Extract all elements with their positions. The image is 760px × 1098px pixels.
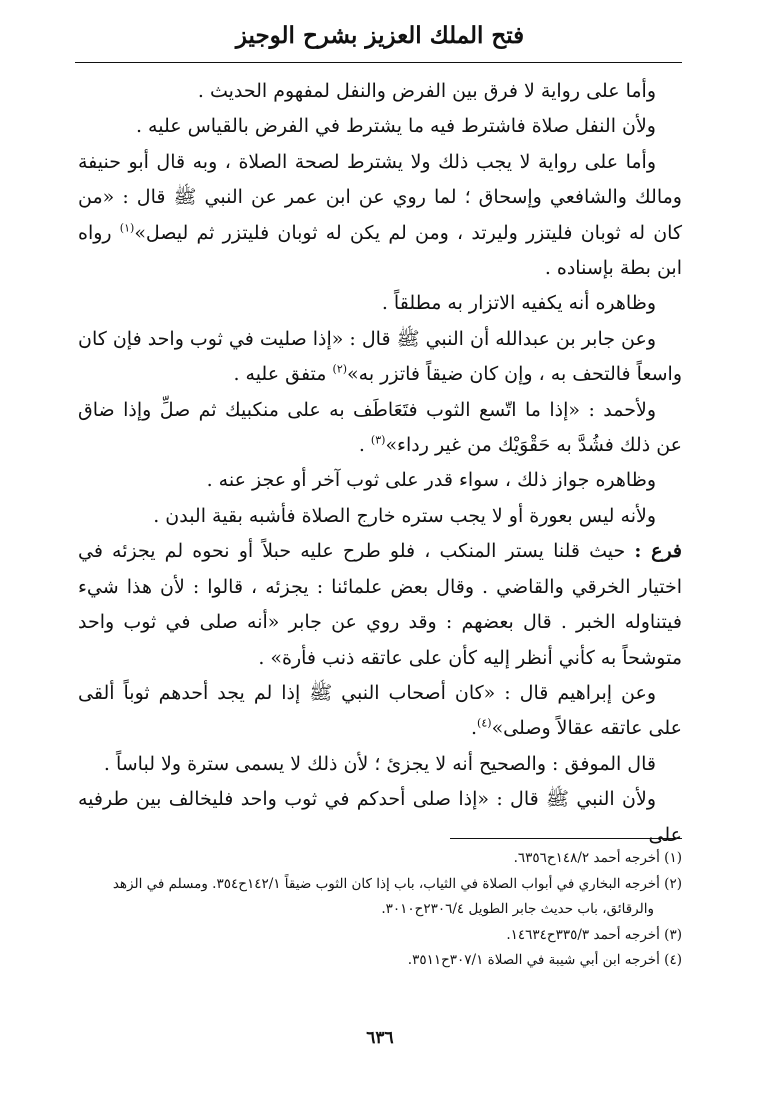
paragraph: وعن جابر بن عبدالله أن النبي ﷺ قال : «إذا صليت في ثوب واحد فإن كان واسعاً فالتحف به ، وإن كان ضيقاً فاتزر به»$^{(٢)}$ متفق عليه .	[78, 327, 682, 386]
paragraph: ولأحمد : «إذا ما اتّسع الثوب فتَعَاطَف به على منكبيك ثم صلِّ وإذا ضاق عن ذلك فشُدَّ به حَقْوَيْك من غير رداء»$^{(٣)}$ .	[78, 398, 682, 457]
paragraph: وعن إبراهيم قال : «كان أصحاب النبي ﷺ إذا لم يجد أحدهم ثوباً ألقى على عاتقه عقالاً وصلى»$^{(٤)}$.	[78, 681, 682, 740]
paragraph: وظاهره جواز ذلك ، سواء قدر على ثوب آخر أو عجز عنه .	[206, 469, 656, 492]
footnote-line: والرقائق، باب حديث جابر الطويل ٢٣٠٦/٤ح٣٠١٠.	[381, 901, 654, 917]
paragraph: وأما على رواية لا فرق بين الفرض والنفل لمفهوم الحديث .	[197, 80, 656, 102]
footnote-ref: (٣)	[370, 433, 386, 447]
paragraph: ولأن النفل صلاة فاشترط فيه ما يشترط في الفرض بالقياس عليه .	[135, 115, 656, 138]
footnote-divider	[450, 838, 682, 839]
paragraph: قال الموفق : والصحيح أنه لا يجزئ ؛ لأن ذلك لا يسمى سترة ولا لباساً .	[103, 752, 656, 775]
main-text	[78, 74, 682, 853]
section-term: فرع :	[634, 540, 683, 563]
paragraph: فرع : حيث قلنا يستر المنكب ، فلو طرح عليه حبلاً أو نحوه لم يجزئه في اختيار الخرقي والقاضي . وقال بعض علمائنا : يجزئه ، قالوا : لأن هذا شيء فيتناوله الخبر . قال بعضهم : وقد روي عن جابر «أنه صلى في ثوب واحد متوشحاً به كأني أنظر إليه كأن على عاتقه ذنب فأرة» .	[78, 540, 683, 669]
footnote-line: (١) أخرجه أحمد ١٤٨/٢ح٦٣٥٦.	[513, 850, 682, 866]
running-header-title: فتح الملك العزيز بشرح الوجيز	[235, 22, 525, 49]
paragraph: وظاهره أنه يكفيه الاتزار به مطلقاً .	[381, 292, 656, 315]
paragraph: وأما على رواية لا يجب ذلك ولا يشترط لصحة الصلاة ، وبه قال أبو حنيفة ومالك والشافعي وإسحاق ؛ لما روي عن ابن عمر عن النبي ﷺ قال : «من كان له ثوبان فليتزر وليرتد ، ومن لم يكن له ثوبان فليتزر ثم ليصل»$^{(١)}$ رواه ابن بطة بإسناده .	[78, 150, 683, 280]
header-divider	[75, 62, 682, 63]
page-number: ٦٣٦	[366, 1028, 394, 1048]
paragraph: ولأن النبي ﷺ قال : «إذا صلى أحدكم في ثوب واحد فليخالف بين طرفيه على	[78, 788, 682, 846]
footnote-line: (٤) أخرجه ابن أبي شيبة في الصلاة ٣٠٧/١ح٣٥١١.	[407, 952, 682, 968]
footnote-ref: (٤)	[477, 716, 492, 730]
footnotes	[78, 846, 682, 974]
footnote-ref: (١)	[119, 221, 135, 235]
paragraph: ولأنه ليس بعورة أو لا يجب ستره خارج الصلاة فأشبه بقية البدن .	[153, 504, 656, 527]
footnote-line: (٢) أخرجه البخاري في أبواب الصلاة في الثياب، باب إذا كان الثوب ضيقاً ١٤٢/١ح٣٥٤. ومسلم في الزهد	[112, 875, 682, 892]
footnote-line: (٣) أخرجه أحمد ٣٣٥/٣ح١٤٦٣٤.	[506, 926, 682, 943]
footnote-ref: (٢)	[332, 362, 348, 376]
